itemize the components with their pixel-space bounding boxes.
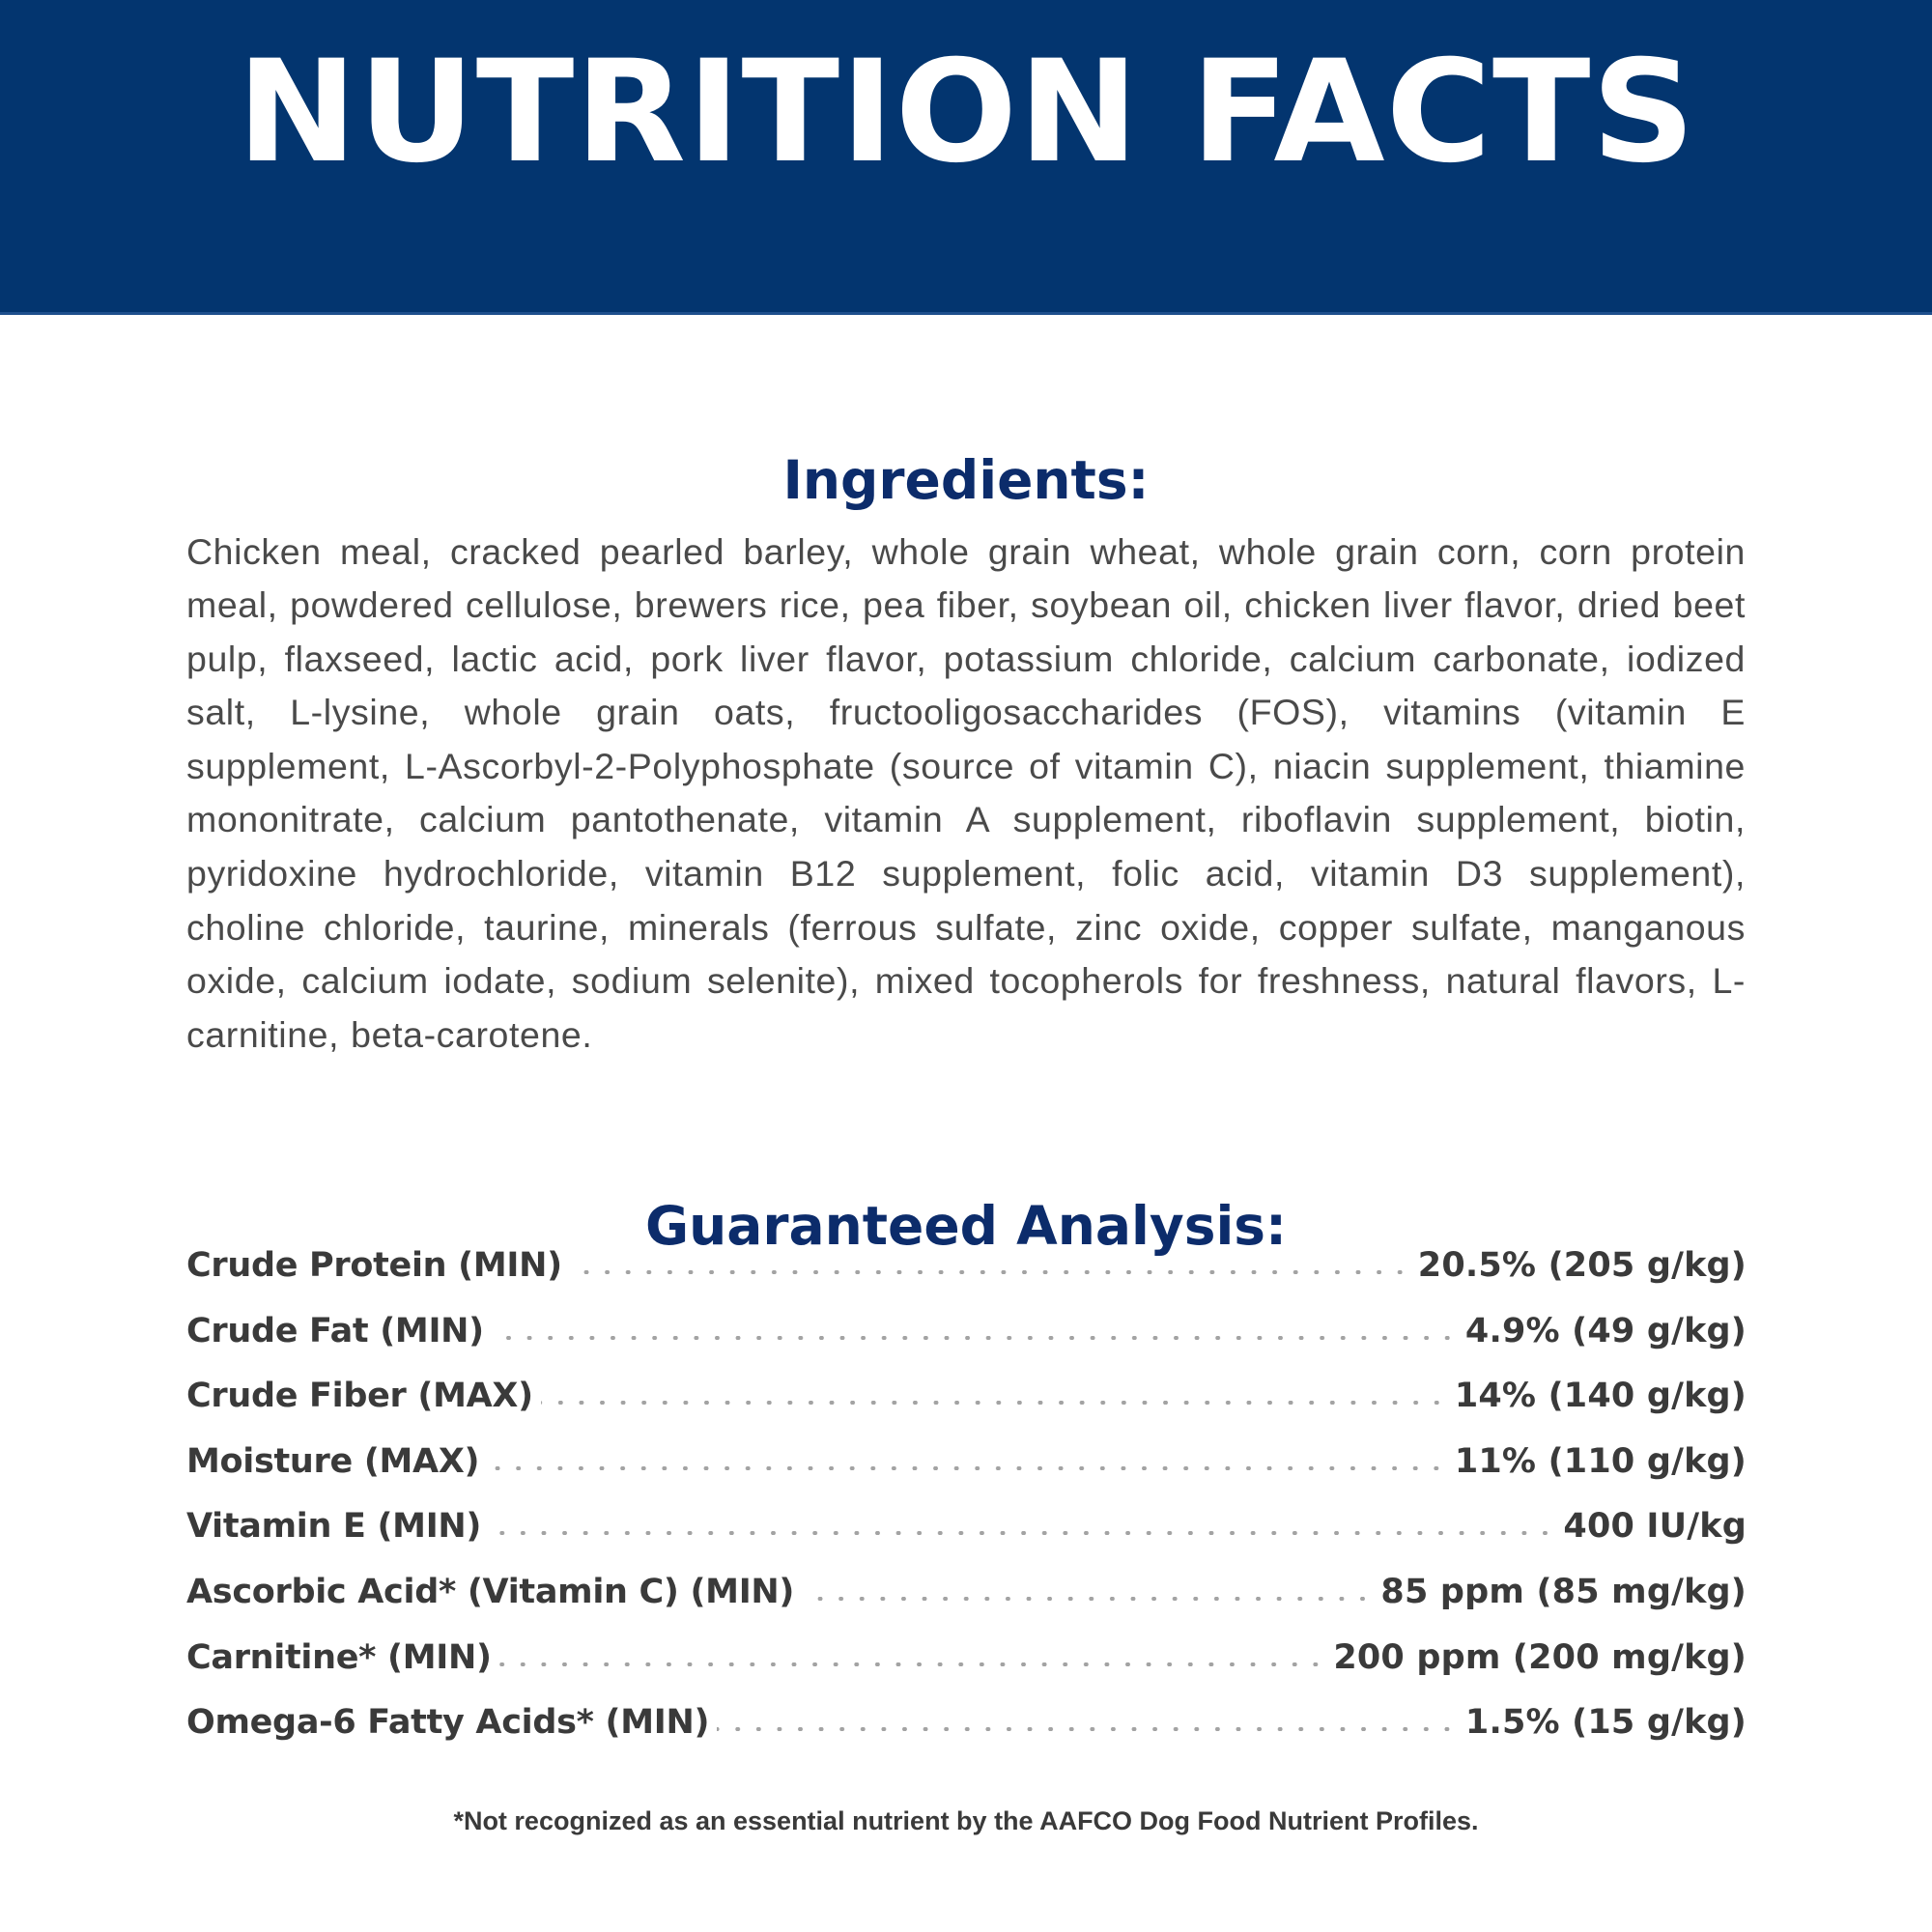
guaranteed-analysis-table (186, 1246, 1747, 1769)
dot-leader (492, 1336, 1458, 1340)
dot-leader (717, 1727, 1458, 1731)
analysis-label: Omega-6 Fatty Acids* (MIN) (186, 1703, 710, 1743)
guaranteed-analysis-heading: Guaranteed Analysis: (644, 1194, 1288, 1257)
analysis-row-omega-6 (186, 1703, 1747, 1769)
analysis-row-carnitine (186, 1638, 1747, 1704)
analysis-value: 4.9% (49 g/kg) (1464, 1311, 1747, 1350)
analysis-row-crude-fat (186, 1312, 1747, 1378)
analysis-value: 1.5% (15 g/kg) (1464, 1703, 1747, 1743)
ingredients-list: Chicken meal, cracked pearled barley, whole grain wheat, whole grain corn, corn protein meal, powdered cellulose, brewers rice, pea fiber, soybean oil, chicken liver flavor, dried beet pulp, flaxseed, lactic acid, pork liver flavor, potassium chloride, calcium carbonate, iodized salt, L-lysine, whole grain oats, fructooligosaccharides (FOS), vitamins (vitamin E supplement, L-Ascorbyl-2-Polyphosphate (source of vitamin C), niacin supplement, thiamine mononitrate, calcium pantothenate, vitamin A supplement, riboflavin supplement, biotin, pyridoxine hydrochloride, vitamin B12 supplement, folic acid, vitamin D3 supplement), choline chloride, taurine, minerals (ferrous sulfate, zinc oxide, copper sulfate, manganous oxide, calcium iodate, sodium selenite), mixed tocopherols for freshness, natural flavors, L-carnitine, beta-carotene. (186, 530, 1746, 1055)
analysis-value: 200 ppm (200 mg/kg) (1333, 1637, 1747, 1677)
analysis-row-vitamin-e (186, 1507, 1747, 1573)
analysis-label: Crude Fat (MIN) (186, 1311, 484, 1350)
dot-leader (570, 1270, 1410, 1274)
dot-leader (802, 1597, 1373, 1601)
header-banner (0, 0, 1932, 315)
analysis-label: Vitamin E (MIN) (186, 1507, 482, 1547)
analysis-value: 11% (110 g/kg) (1454, 1441, 1747, 1481)
analysis-value: 14% (140 g/kg) (1454, 1377, 1747, 1416)
analysis-label: Crude Fiber (MAX) (186, 1377, 533, 1416)
dot-leader (541, 1401, 1447, 1405)
page-title: NUTRITION FACTS (236, 29, 1696, 194)
analysis-value: 20.5% (205 g/kg) (1417, 1246, 1747, 1285)
analysis-label: Ascorbic Acid* (Vitamin C) (MIN) (186, 1572, 795, 1611)
ingredients-heading: Ingredients: (782, 448, 1150, 511)
analysis-row-ascorbic-acid (186, 1573, 1747, 1638)
analysis-label: Crude Protein (MIN) (186, 1246, 562, 1285)
analysis-value: 85 ppm (85 mg/kg) (1380, 1572, 1747, 1611)
analysis-row-moisture (186, 1442, 1747, 1508)
dot-leader (499, 1662, 1326, 1666)
analysis-label: Moisture (MAX) (186, 1441, 480, 1481)
dot-leader (487, 1466, 1447, 1470)
analysis-row-crude-fiber (186, 1377, 1747, 1442)
analysis-value: 400 IU/kg (1563, 1507, 1747, 1547)
footnote: *Not recognized as an essential nutrient by the AAFCO Dog Food Nutrient Profiles. (453, 1806, 1479, 1835)
dot-leader (489, 1531, 1555, 1535)
analysis-label: Carnitine* (MIN) (186, 1637, 492, 1677)
analysis-row-crude-protein (186, 1246, 1747, 1312)
